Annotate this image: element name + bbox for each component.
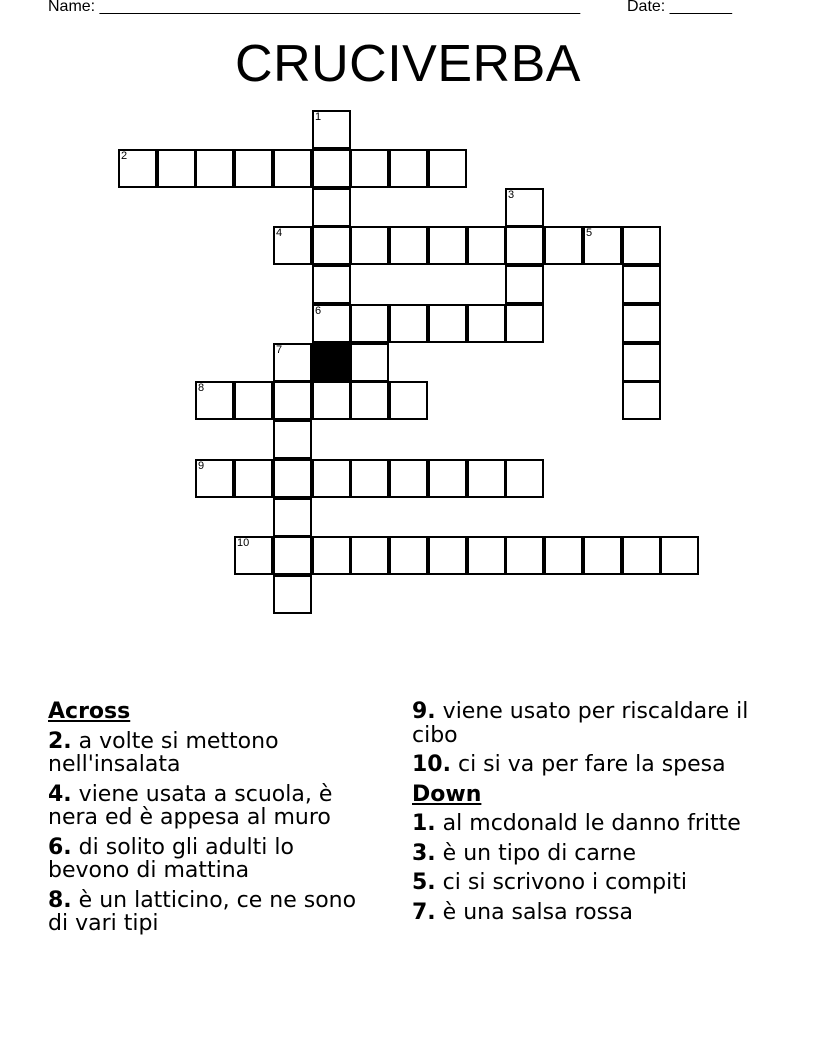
grid-cell[interactable] bbox=[583, 226, 622, 265]
grid-cell[interactable] bbox=[273, 459, 312, 498]
grid-cell[interactable] bbox=[505, 304, 544, 343]
clue-across-2: 2. a volte si mettono nell'insalata bbox=[48, 728, 279, 777]
clue-across-9: 9. viene usato per riscaldare il cibo bbox=[412, 699, 749, 748]
grid-cell[interactable] bbox=[273, 226, 312, 265]
grid-cell[interactable] bbox=[273, 536, 312, 575]
grid-cell-black bbox=[312, 343, 351, 382]
clue-number: 3 bbox=[508, 189, 515, 201]
down-heading: Down bbox=[412, 781, 482, 807]
grid-cell[interactable] bbox=[312, 149, 351, 188]
across-heading: Across bbox=[48, 699, 131, 724]
grid-cell[interactable] bbox=[505, 188, 544, 227]
clue-down-3: 3. è un tipo di carne bbox=[412, 840, 637, 866]
grid-cell[interactable] bbox=[312, 110, 351, 149]
clue-number: 2 bbox=[121, 150, 128, 162]
grid-cell[interactable] bbox=[350, 459, 389, 498]
clue-number: 9 bbox=[198, 460, 205, 472]
clues-column-left bbox=[48, 700, 378, 942]
grid-cell[interactable] bbox=[312, 459, 351, 498]
grid-cell[interactable] bbox=[428, 226, 467, 265]
grid-cell[interactable] bbox=[467, 304, 506, 343]
clue-number: 6 bbox=[315, 305, 322, 317]
grid-cell[interactable] bbox=[195, 381, 234, 420]
grid-cell[interactable] bbox=[350, 381, 389, 420]
grid-cell[interactable] bbox=[273, 575, 312, 614]
grid-cell[interactable] bbox=[389, 149, 428, 188]
grid-cell[interactable] bbox=[622, 304, 661, 343]
grid-cell[interactable] bbox=[505, 226, 544, 265]
grid-cell[interactable] bbox=[350, 226, 389, 265]
grid-cell[interactable] bbox=[505, 265, 544, 304]
grid-cell[interactable] bbox=[273, 381, 312, 420]
grid-cell[interactable] bbox=[467, 536, 506, 575]
grid-cell[interactable] bbox=[312, 381, 351, 420]
grid-cell[interactable] bbox=[312, 304, 351, 343]
grid-cell[interactable] bbox=[428, 304, 467, 343]
clue-number: 5 bbox=[586, 227, 593, 239]
page-title: CRUCIVERBA bbox=[235, 35, 581, 93]
clue-number: 7 bbox=[276, 344, 283, 356]
grid-cell[interactable] bbox=[273, 498, 312, 537]
grid-cell[interactable] bbox=[312, 226, 351, 265]
grid-cell[interactable] bbox=[467, 226, 506, 265]
clue-across-6: 6. di solito gli adulti lo bevono di mattina bbox=[48, 834, 294, 883]
grid-cell[interactable] bbox=[622, 265, 661, 304]
grid-cell[interactable] bbox=[195, 149, 234, 188]
grid-cell[interactable] bbox=[118, 149, 157, 188]
grid-cell[interactable] bbox=[544, 226, 583, 265]
grid-cell[interactable] bbox=[505, 536, 544, 575]
grid-cell[interactable] bbox=[234, 536, 273, 575]
date-field-label: Date: _______ bbox=[627, 0, 732, 15]
clue-across-8: 8. è un latticino, ce ne sono di vari tipi bbox=[48, 887, 357, 936]
grid-cell[interactable] bbox=[622, 343, 661, 382]
grid-cell[interactable] bbox=[660, 536, 699, 575]
grid-cell[interactable] bbox=[312, 265, 351, 304]
grid-cell[interactable] bbox=[234, 459, 273, 498]
grid-cell[interactable] bbox=[350, 149, 389, 188]
clue-across-10: 10. ci si va per fare la spesa bbox=[412, 752, 726, 777]
grid-cell[interactable] bbox=[389, 381, 428, 420]
grid-cell[interactable] bbox=[428, 459, 467, 498]
grid-cell[interactable] bbox=[389, 226, 428, 265]
grid-cell[interactable] bbox=[428, 149, 467, 188]
grid-cell[interactable] bbox=[273, 149, 312, 188]
grid-cell[interactable] bbox=[157, 149, 196, 188]
clue-across-4: 4. viene usata a scuola, è nera ed è appesa al muro bbox=[48, 781, 333, 830]
clue-number: 1 bbox=[315, 111, 322, 123]
grid-cell[interactable] bbox=[467, 459, 506, 498]
grid-cell[interactable] bbox=[622, 381, 661, 420]
grid-cell[interactable] bbox=[273, 343, 312, 382]
grid-cell[interactable] bbox=[428, 536, 467, 575]
grid-cell[interactable] bbox=[389, 536, 428, 575]
grid-cell[interactable] bbox=[273, 420, 312, 459]
clues-column-right bbox=[412, 700, 792, 930]
grid-cell[interactable] bbox=[350, 343, 389, 382]
clue-down-1: 1. al mcdonald le danno fritte bbox=[412, 811, 741, 836]
grid-cell[interactable] bbox=[583, 536, 622, 575]
grid-cell[interactable] bbox=[622, 536, 661, 575]
grid-cell[interactable] bbox=[389, 304, 428, 343]
grid-cell[interactable] bbox=[234, 149, 273, 188]
grid-cell[interactable] bbox=[544, 536, 583, 575]
grid-cell[interactable] bbox=[195, 459, 234, 498]
grid-cell[interactable] bbox=[312, 188, 351, 227]
clue-down-7: 7. è una salsa rossa bbox=[412, 899, 633, 925]
grid-cell[interactable] bbox=[389, 459, 428, 498]
name-field-label: Name: ______________________________________________________ bbox=[48, 0, 581, 15]
grid-cell[interactable] bbox=[350, 536, 389, 575]
grid-cell[interactable] bbox=[505, 459, 544, 498]
grid-cell[interactable] bbox=[312, 536, 351, 575]
grid-cell[interactable] bbox=[622, 226, 661, 265]
clue-number: 10 bbox=[237, 537, 250, 549]
clue-number: 8 bbox=[198, 382, 205, 394]
grid-cell[interactable] bbox=[350, 304, 389, 343]
clue-number: 4 bbox=[276, 227, 283, 239]
clue-down-5: 5. ci si scrivono i compiti bbox=[412, 870, 687, 895]
grid-cell[interactable] bbox=[234, 381, 273, 420]
